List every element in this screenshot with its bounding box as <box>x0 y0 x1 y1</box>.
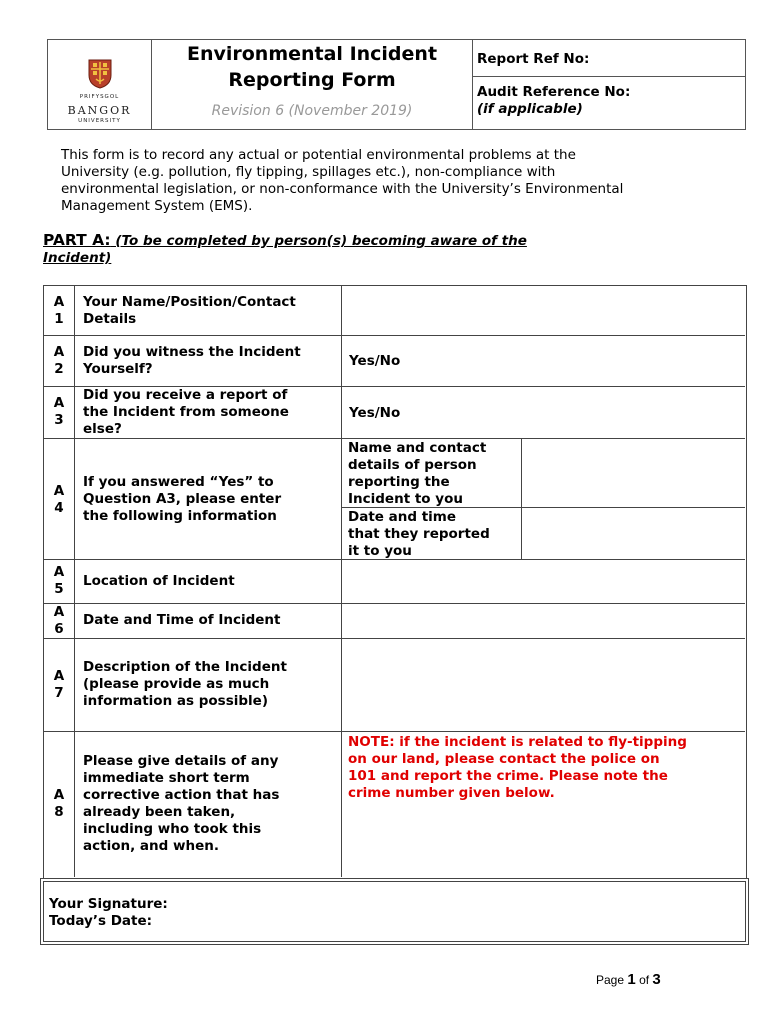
audit-ref-label: Audit Reference No: <box>477 84 631 100</box>
revision-text: Revision 6 (November 2019) <box>211 103 413 119</box>
logo-name: BANGOR <box>67 104 132 117</box>
page-number: Page 1 of 3 <box>596 971 661 988</box>
answer-field-a1[interactable] <box>342 286 745 335</box>
intro-paragraph <box>61 147 721 215</box>
part-a-lead: PART A: <box>43 231 111 249</box>
answer-field-a5[interactable] <box>342 560 745 603</box>
reference-cell <box>473 40 745 129</box>
form-title-line1: Environmental Incident <box>186 43 438 65</box>
intro-line: Management System (EMS). <box>61 198 253 214</box>
question-a1: Your Name/Position/Contact Details <box>83 294 296 327</box>
row-number-a7: A 7 <box>53 668 65 701</box>
part-a-instruction-cont: Incident) <box>43 250 112 266</box>
signature-label: Your Signature: <box>49 896 168 912</box>
audit-ref-note: (if applicable) <box>477 101 583 117</box>
yes-no-option: Yes/No <box>349 353 401 369</box>
a4-report-time-field[interactable] <box>522 508 745 559</box>
university-crest-icon <box>88 59 112 89</box>
row-number-a1: A 1 <box>53 294 65 327</box>
row-number-a4: A 4 <box>53 483 65 516</box>
part-a-instruction: (To be completed by person(s) becoming aware of the <box>110 233 527 249</box>
logo-top-text: PRIFYSGOL <box>79 94 120 100</box>
date-label: Today’s Date: <box>49 913 153 929</box>
row-number-a3: A 3 <box>53 395 65 428</box>
form-header <box>47 39 746 130</box>
row-number-a2: A 2 <box>53 344 65 377</box>
title-cell <box>152 40 473 129</box>
row-number-a8: A 8 <box>53 787 65 820</box>
question-a7: Description of the Incident (please provide as much information as possible) <box>83 659 287 709</box>
audit-ref-field[interactable] <box>473 78 745 129</box>
yes-no-option: Yes/No <box>349 405 401 421</box>
part-a-heading <box>43 232 643 267</box>
form-title-line2: Reporting Form <box>228 69 396 91</box>
answer-field-a7[interactable] <box>342 639 745 731</box>
question-a2: Did you witness the Incident Yourself? <box>83 344 301 377</box>
question-a6: Date and Time of Incident <box>83 612 281 628</box>
question-a4: If you answered “Yes” to Question A3, please enter the following information <box>83 474 282 524</box>
signature-box-inner-border <box>43 881 746 942</box>
intro-line: University (e.g. pollution, fly tipping, spillages etc.), non-compliance with <box>61 164 556 180</box>
fly-tipping-note: NOTE: if the incident is related to fly-tipping on our land, please contact the police on 101 and report the crime. Please note the crime number given below. <box>348 734 687 801</box>
a4-reporter-field[interactable] <box>522 439 745 507</box>
report-ref-field[interactable] <box>473 40 745 77</box>
answer-field-a8[interactable] <box>342 732 745 877</box>
question-a3: Did you receive a report of the Incident from someone else? <box>83 387 289 437</box>
report-ref-label: Report Ref No: <box>477 51 590 67</box>
answer-field-a3[interactable] <box>342 387 745 438</box>
question-a8: Please give details of any immediate short term corrective action that has already been taken, including who took this action, and when. <box>83 753 280 854</box>
intro-line: environmental legislation, or non-conformance with the University’s Environmental <box>61 181 624 197</box>
row-number-a5: A 5 <box>53 564 65 597</box>
a4-reporter-label: Name and contact details of person reporting the Incident to you <box>348 440 487 507</box>
question-a5: Location of Incident <box>83 573 235 589</box>
signature-box[interactable] <box>40 878 749 945</box>
incident-table <box>43 285 747 879</box>
answer-field-a2[interactable] <box>342 336 745 386</box>
a4-report-time-label: Date and time that they reported it to you <box>348 509 490 559</box>
answer-field-a6[interactable] <box>342 604 745 638</box>
intro-line: This form is to record any actual or potential environmental problems at the <box>61 147 576 163</box>
logo-cell <box>48 40 152 129</box>
logo-bottom-text: UNIVERSITY <box>78 118 121 124</box>
row-number-a6: A 6 <box>53 604 65 637</box>
